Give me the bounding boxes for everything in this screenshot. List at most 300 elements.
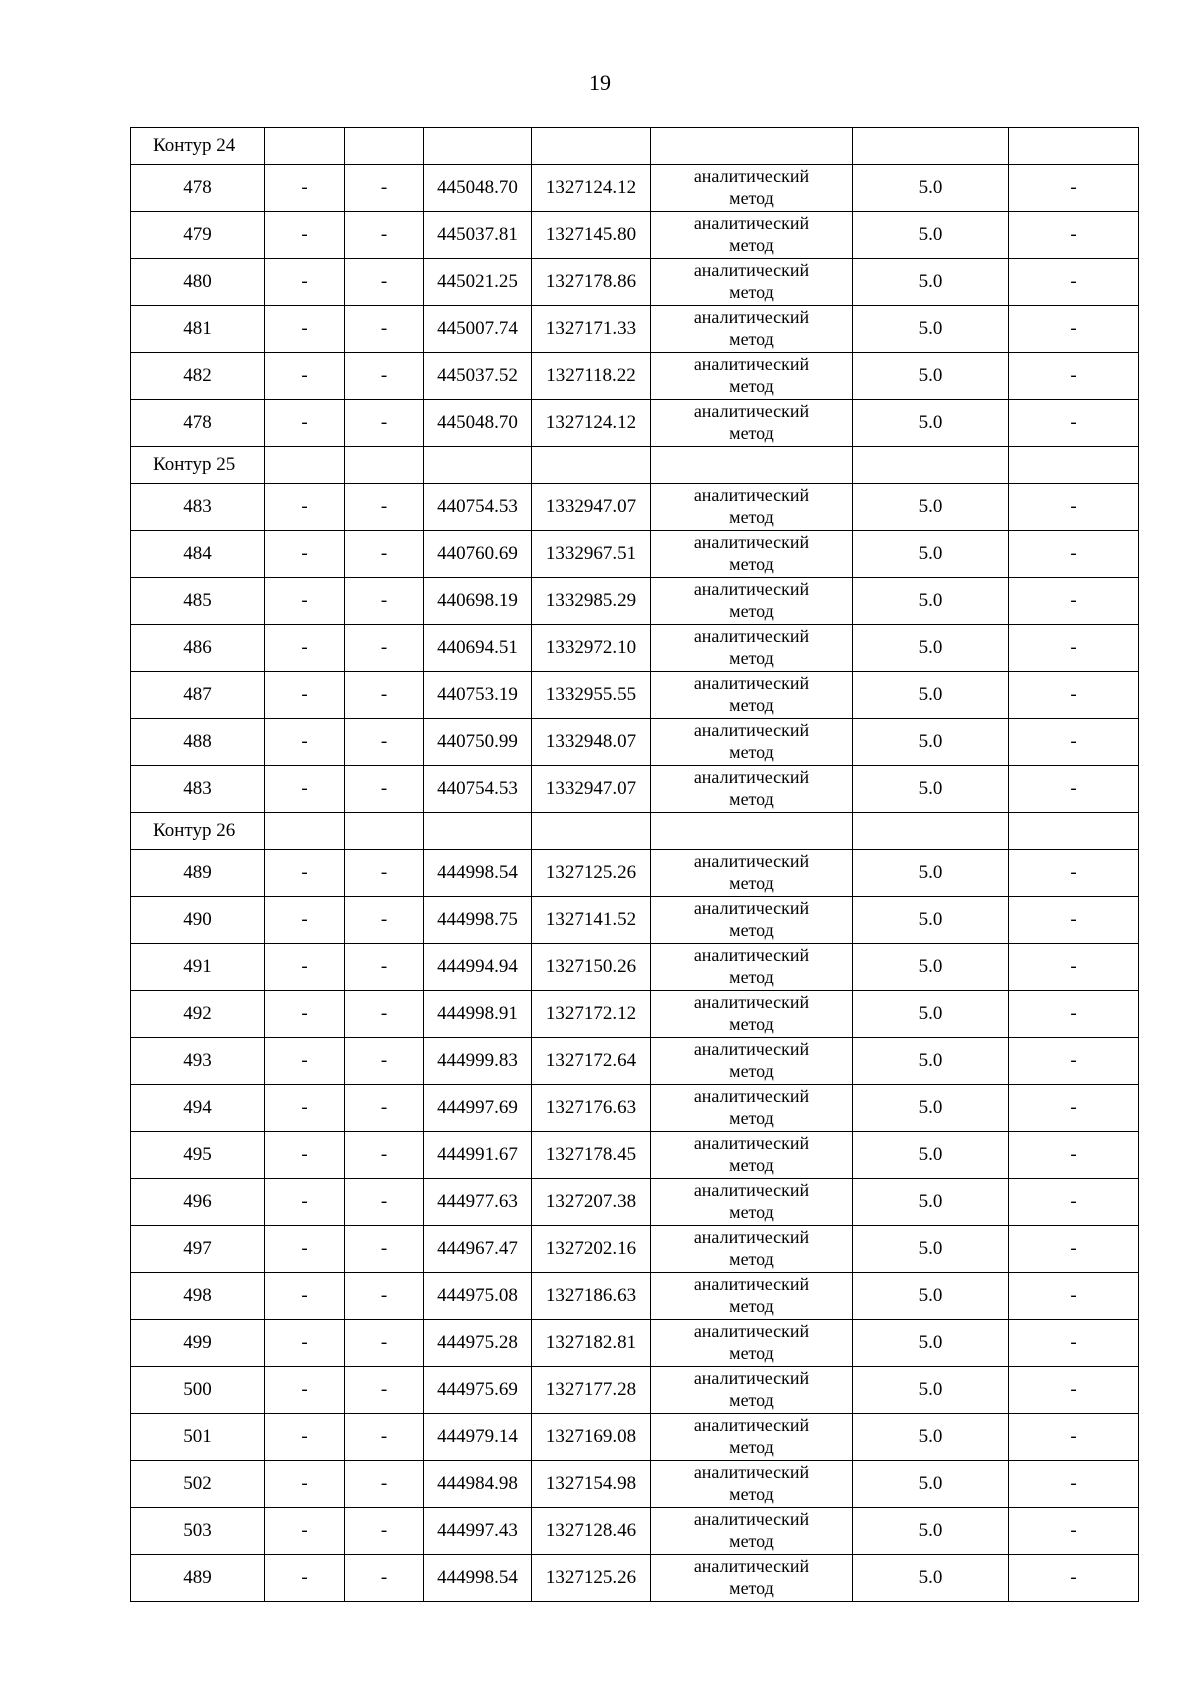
point-number-cell: 479 <box>131 212 265 259</box>
dash-cell: - <box>1009 1226 1139 1273</box>
method-line-2: метод <box>729 423 774 443</box>
dash-cell: - <box>1009 672 1139 719</box>
table-row <box>131 991 1139 1038</box>
point-number-cell: 486 <box>131 625 265 672</box>
empty-cell <box>853 447 1009 484</box>
x-coordinate-cell: 440750.99 <box>424 719 532 766</box>
accuracy-cell: 5.0 <box>853 306 1009 353</box>
empty-cell <box>424 813 532 850</box>
accuracy-cell: 5.0 <box>853 1085 1009 1132</box>
method-line-1: аналитический <box>693 579 810 599</box>
empty-cell <box>1009 447 1139 484</box>
dash-cell: - <box>1009 850 1139 897</box>
method-line-1: аналитический <box>693 1227 810 1247</box>
table-row <box>131 719 1139 766</box>
method-cell <box>651 1508 853 1555</box>
empty-cell <box>651 128 853 165</box>
method-line-2: метод <box>729 188 774 208</box>
y-coordinate-cell: 1327171.33 <box>532 306 651 353</box>
point-number-cell: 494 <box>131 1085 265 1132</box>
point-number-cell: 483 <box>131 484 265 531</box>
dash-cell: - <box>1009 531 1139 578</box>
empty-cell <box>265 813 345 850</box>
dash-cell: - <box>1009 212 1139 259</box>
y-coordinate-cell: 1327202.16 <box>532 1226 651 1273</box>
method-line-2: метод <box>729 1249 774 1269</box>
contour-header-row <box>131 813 1139 850</box>
table-row <box>131 766 1139 813</box>
table-row <box>131 1179 1139 1226</box>
point-number-cell: 502 <box>131 1461 265 1508</box>
method-line-2: метод <box>729 1202 774 1222</box>
y-coordinate-cell: 1327125.26 <box>532 1555 651 1602</box>
table-row <box>131 1226 1139 1273</box>
method-line-1: аналитический <box>693 1509 810 1529</box>
method-cell <box>651 991 853 1038</box>
method-cell <box>651 850 853 897</box>
dash-cell: - <box>1009 165 1139 212</box>
dash-cell: - <box>265 1508 345 1555</box>
method-cell <box>651 625 853 672</box>
contour-header-row <box>131 128 1139 165</box>
table-row <box>131 1038 1139 1085</box>
dash-cell: - <box>345 1179 424 1226</box>
dash-cell: - <box>1009 1414 1139 1461</box>
x-coordinate-cell: 444997.69 <box>424 1085 532 1132</box>
page-number: 19 <box>589 70 611 95</box>
dash-cell: - <box>345 531 424 578</box>
point-number-cell: 489 <box>131 850 265 897</box>
dash-cell: - <box>1009 259 1139 306</box>
method-line-1: аналитический <box>693 1415 810 1435</box>
accuracy-cell: 5.0 <box>853 1226 1009 1273</box>
dash-cell: - <box>345 400 424 447</box>
x-coordinate-cell: 444979.14 <box>424 1414 532 1461</box>
point-number-cell: 487 <box>131 672 265 719</box>
x-coordinate-cell: 444994.94 <box>424 944 532 991</box>
table-row <box>131 484 1139 531</box>
dash-cell: - <box>265 1038 345 1085</box>
dash-cell: - <box>265 719 345 766</box>
dash-cell: - <box>265 1179 345 1226</box>
contour-label: Контур 25 <box>131 447 265 484</box>
y-coordinate-cell: 1327182.81 <box>532 1320 651 1367</box>
y-coordinate-cell: 1327141.52 <box>532 897 651 944</box>
point-number-cell: 491 <box>131 944 265 991</box>
empty-cell <box>424 447 532 484</box>
method-line-2: метод <box>729 695 774 715</box>
y-coordinate-cell: 1327186.63 <box>532 1273 651 1320</box>
method-line-1: аналитический <box>693 851 810 871</box>
y-coordinate-cell: 1327124.12 <box>532 400 651 447</box>
method-cell <box>651 1038 853 1085</box>
accuracy-cell: 5.0 <box>853 165 1009 212</box>
accuracy-cell: 5.0 <box>853 578 1009 625</box>
accuracy-cell: 5.0 <box>853 719 1009 766</box>
method-line-2: метод <box>729 1578 774 1598</box>
dash-cell: - <box>1009 944 1139 991</box>
point-number-cell: 490 <box>131 897 265 944</box>
dash-cell: - <box>265 991 345 1038</box>
method-cell <box>651 1179 853 1226</box>
method-line-2: метод <box>729 601 774 621</box>
y-coordinate-cell: 1327118.22 <box>532 353 651 400</box>
dash-cell: - <box>345 306 424 353</box>
accuracy-cell: 5.0 <box>853 1555 1009 1602</box>
table-row <box>131 1320 1139 1367</box>
method-line-2: метод <box>729 648 774 668</box>
dash-cell: - <box>1009 1555 1139 1602</box>
method-line-2: метод <box>729 1061 774 1081</box>
dash-cell: - <box>345 991 424 1038</box>
method-line-1: аналитический <box>693 767 810 787</box>
empty-cell <box>345 128 424 165</box>
dash-cell: - <box>1009 1179 1139 1226</box>
table-row <box>131 400 1139 447</box>
dash-cell: - <box>265 1320 345 1367</box>
y-coordinate-cell: 1327207.38 <box>532 1179 651 1226</box>
method-cell <box>651 531 853 578</box>
accuracy-cell: 5.0 <box>853 1414 1009 1461</box>
y-coordinate-cell: 1332947.07 <box>532 766 651 813</box>
accuracy-cell: 5.0 <box>853 897 1009 944</box>
method-line-2: метод <box>729 1390 774 1410</box>
accuracy-cell: 5.0 <box>853 400 1009 447</box>
method-line-2: метод <box>729 742 774 762</box>
empty-cell <box>853 128 1009 165</box>
point-number-cell: 495 <box>131 1132 265 1179</box>
coordinates-table <box>130 127 1139 1602</box>
dash-cell: - <box>345 259 424 306</box>
y-coordinate-cell: 1327169.08 <box>532 1414 651 1461</box>
accuracy-cell: 5.0 <box>853 766 1009 813</box>
dash-cell: - <box>1009 1320 1139 1367</box>
method-line-1: аналитический <box>693 673 810 693</box>
point-number-cell: 500 <box>131 1367 265 1414</box>
contour-label: Контур 26 <box>131 813 265 850</box>
x-coordinate-cell: 444975.69 <box>424 1367 532 1414</box>
empty-cell <box>1009 813 1139 850</box>
x-coordinate-cell: 445048.70 <box>424 165 532 212</box>
method-line-2: метод <box>729 1296 774 1316</box>
dash-cell: - <box>1009 991 1139 1038</box>
method-line-1: аналитический <box>693 1086 810 1106</box>
dash-cell: - <box>1009 353 1139 400</box>
table-row <box>131 306 1139 353</box>
dash-cell: - <box>345 625 424 672</box>
dash-cell: - <box>345 1038 424 1085</box>
y-coordinate-cell: 1332955.55 <box>532 672 651 719</box>
method-line-2: метод <box>729 329 774 349</box>
dash-cell: - <box>1009 578 1139 625</box>
method-cell <box>651 719 853 766</box>
empty-cell <box>853 813 1009 850</box>
empty-cell <box>1009 128 1139 165</box>
y-coordinate-cell: 1332948.07 <box>532 719 651 766</box>
dash-cell: - <box>345 1273 424 1320</box>
dash-cell: - <box>265 484 345 531</box>
dash-cell: - <box>1009 897 1139 944</box>
dash-cell: - <box>345 1320 424 1367</box>
contour-header-row <box>131 447 1139 484</box>
table-row <box>131 259 1139 306</box>
dash-cell: - <box>345 1085 424 1132</box>
dash-cell: - <box>345 850 424 897</box>
point-number-cell: 496 <box>131 1179 265 1226</box>
dash-cell: - <box>265 1273 345 1320</box>
x-coordinate-cell: 444998.54 <box>424 1555 532 1602</box>
empty-cell <box>532 447 651 484</box>
x-coordinate-cell: 444998.91 <box>424 991 532 1038</box>
table-row <box>131 353 1139 400</box>
dash-cell: - <box>345 484 424 531</box>
method-line-1: аналитический <box>693 401 810 421</box>
dash-cell: - <box>1009 625 1139 672</box>
x-coordinate-cell: 440694.51 <box>424 625 532 672</box>
dash-cell: - <box>265 850 345 897</box>
point-number-cell: 482 <box>131 353 265 400</box>
method-cell <box>651 944 853 991</box>
empty-cell <box>265 128 345 165</box>
table-row <box>131 1367 1139 1414</box>
dash-cell: - <box>265 1085 345 1132</box>
x-coordinate-cell: 445048.70 <box>424 400 532 447</box>
method-line-2: метод <box>729 554 774 574</box>
x-coordinate-cell: 440760.69 <box>424 531 532 578</box>
dash-cell: - <box>1009 719 1139 766</box>
table-row <box>131 578 1139 625</box>
method-line-2: метод <box>729 1155 774 1175</box>
method-line-1: аналитический <box>693 1368 810 1388</box>
y-coordinate-cell: 1327128.46 <box>532 1508 651 1555</box>
method-cell <box>651 1555 853 1602</box>
accuracy-cell: 5.0 <box>853 212 1009 259</box>
method-cell <box>651 1132 853 1179</box>
table-row <box>131 1414 1139 1461</box>
x-coordinate-cell: 445037.81 <box>424 212 532 259</box>
accuracy-cell: 5.0 <box>853 1320 1009 1367</box>
point-number-cell: 493 <box>131 1038 265 1085</box>
dash-cell: - <box>345 212 424 259</box>
accuracy-cell: 5.0 <box>853 484 1009 531</box>
dash-cell: - <box>1009 1508 1139 1555</box>
dash-cell: - <box>265 165 345 212</box>
accuracy-cell: 5.0 <box>853 672 1009 719</box>
accuracy-cell: 5.0 <box>853 531 1009 578</box>
dash-cell: - <box>345 766 424 813</box>
dash-cell: - <box>265 306 345 353</box>
table-row <box>131 1085 1139 1132</box>
accuracy-cell: 5.0 <box>853 1273 1009 1320</box>
dash-cell: - <box>265 1555 345 1602</box>
table-row <box>131 850 1139 897</box>
method-line-1: аналитический <box>693 1556 810 1576</box>
point-number-cell: 503 <box>131 1508 265 1555</box>
method-cell <box>651 212 853 259</box>
point-number-cell: 480 <box>131 259 265 306</box>
dash-cell: - <box>1009 1085 1139 1132</box>
x-coordinate-cell: 444997.43 <box>424 1508 532 1555</box>
accuracy-cell: 5.0 <box>853 1179 1009 1226</box>
dash-cell: - <box>345 1367 424 1414</box>
dash-cell: - <box>1009 484 1139 531</box>
dash-cell: - <box>265 766 345 813</box>
dash-cell: - <box>265 897 345 944</box>
accuracy-cell: 5.0 <box>853 353 1009 400</box>
accuracy-cell: 5.0 <box>853 1367 1009 1414</box>
dash-cell: - <box>345 578 424 625</box>
dash-cell: - <box>1009 1273 1139 1320</box>
empty-cell <box>651 813 853 850</box>
point-number-cell: 498 <box>131 1273 265 1320</box>
point-number-cell: 485 <box>131 578 265 625</box>
method-cell <box>651 1320 853 1367</box>
dash-cell: - <box>265 578 345 625</box>
method-line-2: метод <box>729 967 774 987</box>
y-coordinate-cell: 1332947.07 <box>532 484 651 531</box>
x-coordinate-cell: 440754.53 <box>424 484 532 531</box>
method-line-1: аналитический <box>693 898 810 918</box>
dash-cell: - <box>345 353 424 400</box>
accuracy-cell: 5.0 <box>853 1038 1009 1085</box>
contour-label: Контур 24 <box>131 128 265 165</box>
table-row <box>131 897 1139 944</box>
method-line-2: метод <box>729 1343 774 1363</box>
dash-cell: - <box>265 353 345 400</box>
y-coordinate-cell: 1332985.29 <box>532 578 651 625</box>
dash-cell: - <box>1009 766 1139 813</box>
point-number-cell: 501 <box>131 1414 265 1461</box>
dash-cell: - <box>345 672 424 719</box>
table-row <box>131 625 1139 672</box>
x-coordinate-cell: 445021.25 <box>424 259 532 306</box>
method-line-1: аналитический <box>693 945 810 965</box>
dash-cell: - <box>1009 306 1139 353</box>
method-line-1: аналитический <box>693 720 810 740</box>
empty-cell <box>345 813 424 850</box>
table-row <box>131 531 1139 578</box>
dash-cell: - <box>1009 1461 1139 1508</box>
y-coordinate-cell: 1327172.64 <box>532 1038 651 1085</box>
y-coordinate-cell: 1327176.63 <box>532 1085 651 1132</box>
method-line-2: метод <box>729 1108 774 1128</box>
point-number-cell: 497 <box>131 1226 265 1273</box>
point-number-cell: 488 <box>131 719 265 766</box>
method-line-1: аналитический <box>693 260 810 280</box>
dash-cell: - <box>265 1414 345 1461</box>
x-coordinate-cell: 444999.83 <box>424 1038 532 1085</box>
dash-cell: - <box>265 400 345 447</box>
x-coordinate-cell: 444984.98 <box>424 1461 532 1508</box>
method-line-2: метод <box>729 873 774 893</box>
point-number-cell: 481 <box>131 306 265 353</box>
method-line-2: метод <box>729 282 774 302</box>
dash-cell: - <box>1009 1038 1139 1085</box>
accuracy-cell: 5.0 <box>853 1461 1009 1508</box>
method-cell <box>651 1367 853 1414</box>
y-coordinate-cell: 1327150.26 <box>532 944 651 991</box>
method-cell <box>651 353 853 400</box>
method-line-2: метод <box>729 507 774 527</box>
x-coordinate-cell: 444975.08 <box>424 1273 532 1320</box>
method-line-2: метод <box>729 1437 774 1457</box>
table-row <box>131 1461 1139 1508</box>
method-line-1: аналитический <box>693 626 810 646</box>
method-cell <box>651 578 853 625</box>
x-coordinate-cell: 445007.74 <box>424 306 532 353</box>
dash-cell: - <box>265 531 345 578</box>
empty-cell <box>265 447 345 484</box>
y-coordinate-cell: 1327154.98 <box>532 1461 651 1508</box>
empty-cell <box>345 447 424 484</box>
point-number-cell: 484 <box>131 531 265 578</box>
table-row <box>131 944 1139 991</box>
method-line-1: аналитический <box>693 1321 810 1341</box>
method-line-2: метод <box>729 920 774 940</box>
dash-cell: - <box>345 944 424 991</box>
empty-cell <box>532 813 651 850</box>
dash-cell: - <box>265 212 345 259</box>
table-row <box>131 1273 1139 1320</box>
table-row <box>131 672 1139 719</box>
accuracy-cell: 5.0 <box>853 1508 1009 1555</box>
table-row <box>131 1508 1139 1555</box>
dash-cell: - <box>265 672 345 719</box>
table-row <box>131 1132 1139 1179</box>
x-coordinate-cell: 444977.63 <box>424 1179 532 1226</box>
method-cell <box>651 484 853 531</box>
dash-cell: - <box>265 1226 345 1273</box>
accuracy-cell: 5.0 <box>853 991 1009 1038</box>
dash-cell: - <box>265 625 345 672</box>
method-line-1: аналитический <box>693 532 810 552</box>
x-coordinate-cell: 440753.19 <box>424 672 532 719</box>
method-cell <box>651 1461 853 1508</box>
point-number-cell: 489 <box>131 1555 265 1602</box>
y-coordinate-cell: 1332967.51 <box>532 531 651 578</box>
method-line-1: аналитический <box>693 166 810 186</box>
method-cell <box>651 400 853 447</box>
method-line-1: аналитический <box>693 1462 810 1482</box>
y-coordinate-cell: 1332972.10 <box>532 625 651 672</box>
x-coordinate-cell: 444967.47 <box>424 1226 532 1273</box>
x-coordinate-cell: 444998.75 <box>424 897 532 944</box>
point-number-cell: 483 <box>131 766 265 813</box>
method-cell <box>651 1226 853 1273</box>
accuracy-cell: 5.0 <box>853 1132 1009 1179</box>
y-coordinate-cell: 1327178.45 <box>532 1132 651 1179</box>
method-line-1: аналитический <box>693 1180 810 1200</box>
dash-cell: - <box>265 944 345 991</box>
y-coordinate-cell: 1327125.26 <box>532 850 651 897</box>
dash-cell: - <box>345 1226 424 1273</box>
accuracy-cell: 5.0 <box>853 259 1009 306</box>
point-number-cell: 499 <box>131 1320 265 1367</box>
dash-cell: - <box>265 259 345 306</box>
dash-cell: - <box>265 1367 345 1414</box>
method-cell <box>651 306 853 353</box>
y-coordinate-cell: 1327178.86 <box>532 259 651 306</box>
accuracy-cell: 5.0 <box>853 944 1009 991</box>
dash-cell: - <box>265 1132 345 1179</box>
dash-cell: - <box>345 1508 424 1555</box>
method-line-1: аналитический <box>693 354 810 374</box>
method-line-1: аналитический <box>693 1039 810 1059</box>
table-row <box>131 165 1139 212</box>
method-line-1: аналитический <box>693 992 810 1012</box>
method-cell <box>651 897 853 944</box>
x-coordinate-cell: 445037.52 <box>424 353 532 400</box>
